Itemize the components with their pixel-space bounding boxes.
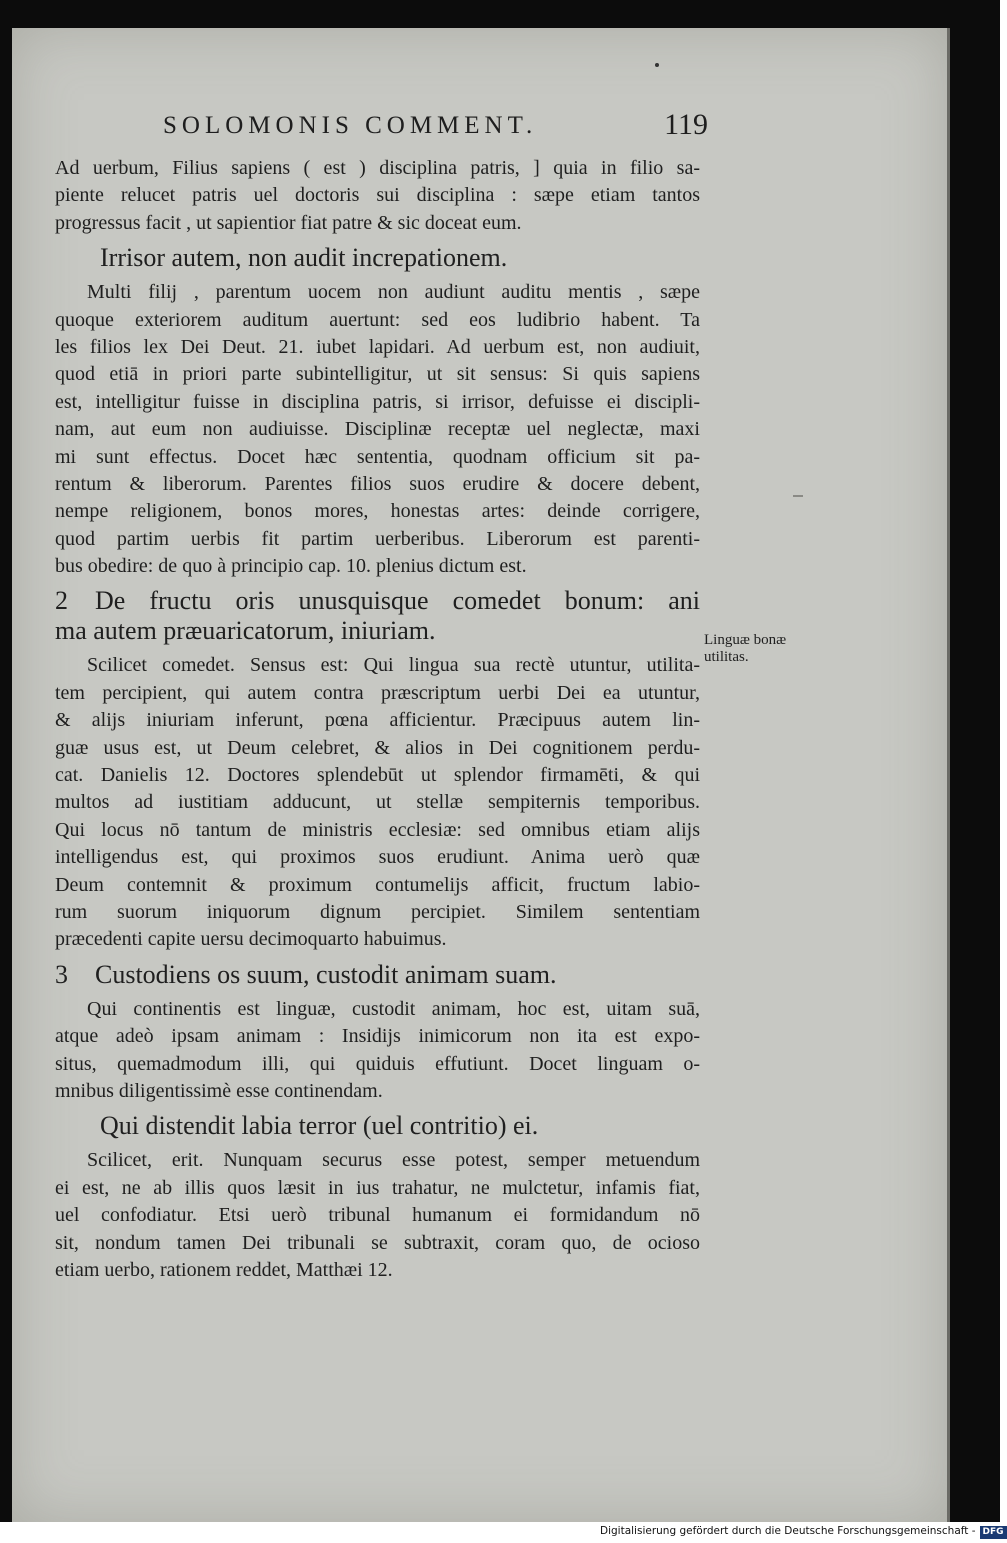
- text-line: guæ usus est, ut Deum celebret, & alios in Dei cognitionem perdu-: [55, 736, 700, 759]
- text-line: cat. Danielis 12. Doctores splendebūt ut splendor firmamēti, & qui: [55, 764, 700, 787]
- verse-text: Irrisor autem, non audit increpationem.: [100, 243, 508, 273]
- text-line: Multi filij , parentum uocem non audiunt auditu mentis , sæpe: [87, 281, 700, 304]
- text-line: progressus facit , ut sapientior fiat patre & sic doceat eum.: [55, 211, 522, 234]
- text-line: Scilicet, erit. Nunquam securus esse potest, semper metuendum: [87, 1149, 700, 1172]
- page-header: [163, 108, 708, 152]
- text-line: les filios lex Dei Deut. 21. iubet lapidari. Ad uerbum est, non audiuit,: [55, 335, 700, 358]
- text-line: Ad uerbum, Filius sapiens ( est ) disciplina patris, ] quia in filio sa-: [55, 157, 700, 179]
- text-line: rentum & liberorum. Parentes filios suos erudire & docere debent,: [55, 472, 700, 495]
- text-line: quod etiā in priori parte subintelligitur, ut sit sensus: Si quis sapiens: [55, 363, 700, 386]
- footer-credit: [600, 1525, 1004, 1541]
- text-line: quoque exteriorem auditum auertunt: sed eos ludibrio habent. Ta: [55, 308, 700, 331]
- margin-note-line: Linguæ bonæ: [704, 632, 787, 648]
- main-text: [55, 155, 700, 1290]
- ink-dash: [793, 495, 803, 497]
- ink-spot: [655, 63, 659, 67]
- text-line: Qui locus nō tantum de ministris ecclesiæ: sed omnibus etiam alijs: [55, 818, 700, 841]
- page-edge: [947, 28, 950, 1522]
- page-number: 119: [664, 108, 708, 141]
- text-line: bus obedire: de quo à principio cap. 10. plenius dictum est.: [55, 555, 527, 578]
- text-line: etiam uerbo, rationem reddet, Matthæi 12.: [55, 1258, 393, 1281]
- text-line: præcedenti capite uersu decimoquarto habuimus.: [55, 928, 447, 951]
- running-title: SOLOMONIS COMMENT.: [163, 112, 538, 139]
- footer-text: Digitalisierung gefördert durch die Deutsche Forschungsgemeinschaft -: [600, 1525, 976, 1537]
- text-line: piente relucet patris uel doctoris sui disciplina : sæpe etiam tantos: [55, 184, 700, 207]
- text-line: mi sunt effectus. Docet hæc sententia, quodnam officium sit pa-: [55, 445, 700, 468]
- text-line: nam, aut eum non audiuisse. Disciplinæ receptæ uel neglectæ, maxi: [55, 418, 700, 441]
- text-line: mnibus diligentissimè esse continendam.: [55, 1079, 383, 1102]
- verse-line: [55, 243, 700, 273]
- verse-text: Custodiens os suum, custodit animam suam.: [95, 959, 557, 989]
- text-line: rum suorum iniquorum dignum percipiet. Similem sententiam: [55, 900, 700, 923]
- text-line: Deum contemnit & proximum contumelijs afficit, fructum labio-: [55, 873, 700, 896]
- text-line: uel confodiatur. Etsi uerò tribunal humanum ei formidandum nō: [55, 1204, 700, 1227]
- block-gap: [55, 1284, 700, 1290]
- text-line: nempe religionem, bonos mores, honestas artes: deinde corrigere,: [55, 500, 700, 523]
- dfg-logo: DFG: [980, 1526, 1007, 1539]
- text-line: ei est, ne ab illis quos læsit in ius trahatur, ne mulctetur, infamis fiat,: [55, 1176, 700, 1199]
- verse-text: ma autem præuaricatorum, iniuriam.: [55, 616, 436, 646]
- verse-line: [55, 960, 700, 990]
- text-line: & alijs iniuriam inferunt, pœna afficientur. Præcipuus autem lin-: [55, 709, 700, 732]
- verse-text: De fructu oris unusquisque comedet bonum: ani: [95, 586, 700, 616]
- verse-number: 3: [55, 959, 68, 989]
- margin-note-line: utilitas.: [704, 649, 749, 665]
- margin-note: [704, 632, 824, 666]
- text-line: est, intelligitur fuisse in disciplina patris, si irrisor, defuisse ei discipli-: [55, 390, 700, 413]
- verse-line: [55, 586, 700, 616]
- text-line: atque adeò ipsam animam : Insidijs inimicorum non ita est expo-: [55, 1025, 700, 1048]
- text-line: Scilicet comedet. Sensus est: Qui lingua sua rectè utuntur, utilita-: [87, 654, 700, 677]
- text-line: quod partim uerbis fit partim uerberibus. Liberorum est parenti-: [55, 527, 700, 550]
- text-line: tem percipient, qui autem contra præscriptum uerbi Dei ea utuntur,: [55, 681, 700, 704]
- verse-line: [55, 1111, 700, 1141]
- text-line: sit, nondum tamen Dei tribunali se subtraxit, coram quo, de ocioso: [55, 1231, 700, 1254]
- text-line: Qui continentis est linguæ, custodit animam, hoc est, uitam suā,: [87, 997, 700, 1020]
- text-line: multos ad iustitiam adducunt, ut stellæ sempiternis temporibus.: [55, 791, 700, 814]
- text-line: intelligendus est, qui proximos suos erudiunt. Anima uerò quæ: [55, 846, 700, 869]
- verse-line: [55, 616, 700, 646]
- text-line: situs, quemadmodum illi, qui quiduis effutiunt. Docet linguam o-: [55, 1052, 700, 1075]
- verse-number: 2: [55, 586, 68, 616]
- verse-text: Qui distendit labia terror (uel contritio) ei.: [100, 1111, 539, 1141]
